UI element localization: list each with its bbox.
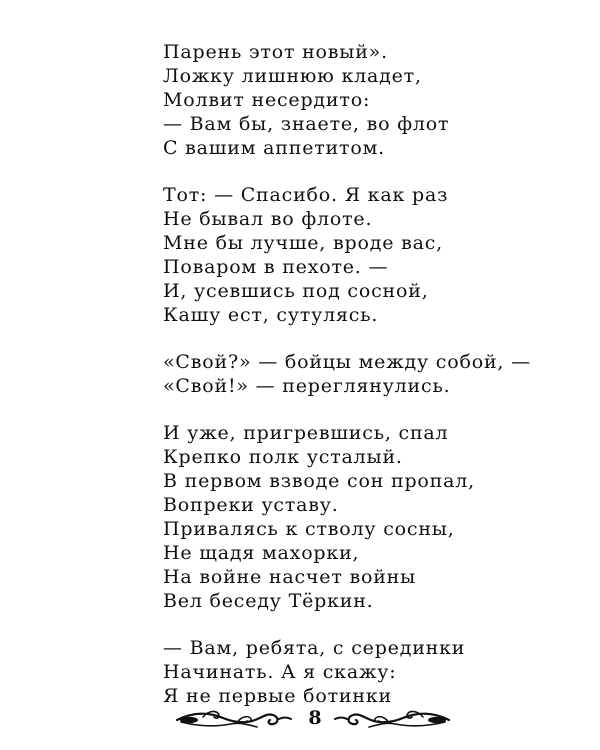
poem-line: Крепко полк усталый. [163, 446, 403, 468]
poem-line: Вел беседу Тёркин. [163, 590, 374, 612]
poem-line: Мне бы лучше, вроде вас, [163, 232, 443, 254]
poem-line: Ложку лишнюю кладет, [163, 65, 422, 87]
poem-line: С вашим аппетитом. [163, 137, 385, 159]
poem-line: В первом взводе сон пропал, [163, 470, 475, 492]
poem-line: Я не первые ботинки [163, 685, 392, 707]
poem-line: — Вам, ребята, с серединки [163, 637, 466, 659]
stanza [163, 421, 563, 613]
flourish-left-icon [175, 708, 293, 734]
stanza [163, 183, 563, 327]
page-number: 8 [308, 707, 322, 729]
poem-line: Вопреки уставу. [163, 494, 339, 516]
poem-line: Молвит несердито: [163, 89, 371, 111]
poem-line: И, усевшись под сосной, [163, 280, 429, 302]
poem-line: На войне насчет войны [163, 566, 417, 588]
poem-line: Поваром в пехоте. — [163, 256, 389, 278]
poem-line: Не бывал во флоте. [163, 208, 373, 230]
stanza [163, 40, 563, 160]
flourish-right-icon [333, 708, 451, 734]
poem-line: Кашу ест, сутулясь. [163, 304, 379, 326]
poem-line: Парень этот новый». [163, 41, 388, 63]
stanza [163, 350, 563, 398]
poem-line: Начинать. А я скажу: [163, 661, 397, 683]
page-footer [0, 702, 600, 738]
poem-line: Тот: — Спасибо. Я как раз [163, 184, 449, 206]
poem-line: Не щадя махорки, [163, 542, 360, 564]
poem-text [163, 40, 563, 731]
stanza [163, 636, 563, 708]
poem-line: «Свой!» — переглянулись. [163, 375, 451, 397]
poem-line: — Вам бы, знаете, во флот [163, 113, 450, 135]
poem-line: «Свой?» — бойцы между собой, — [163, 351, 531, 373]
poem-line: И уже, пригревшись, спал [163, 422, 449, 444]
poem-line: Привалясь к стволу сосны, [163, 518, 455, 540]
